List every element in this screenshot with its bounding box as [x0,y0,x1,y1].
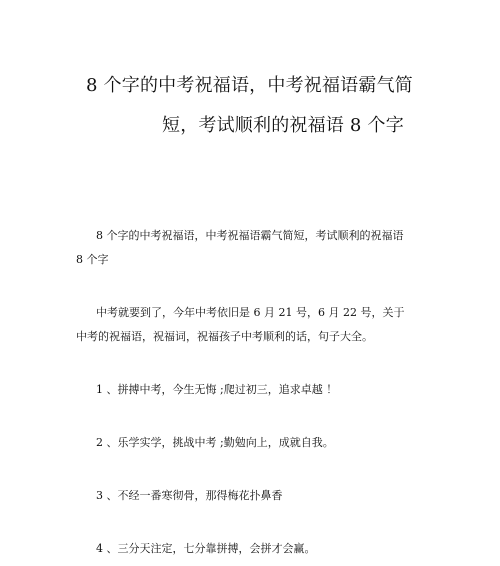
list-item: 1 、拼搏中考，今生无悔 ;爬过初三，追求卓越 ！ [96,383,338,396]
list-item: 2 、乐学实学，挑战中考 ;勤勉向上，成就自我。 [96,436,334,449]
intro-line-1: 8 个字的中考祝福语，中考祝福语霸气简短，考试顺利的祝福语 [96,229,404,242]
list-item: 3 、不经一番寒彻骨，那得梅花扑鼻香 [96,489,283,502]
list-item: 4 、三分天注定，七分靠拼搏，会拼才会赢。 [96,542,316,555]
body-line-1: 中考就要到了，今年中考依旧是 6 月 21 号，6 月 22 号，关于 [96,306,405,319]
page-title-line-1: 8 个字的中考祝福语，中考祝福语霸气简 [86,75,413,96]
body-line-2: 中考的祝福语，祝福词，祝福孩子中考顺利的话，句子大全。 [76,330,373,343]
page-title-line-2: 短，考试顺利的祝福语 8 个字 [162,115,404,136]
intro-line-2: 8 个字 [76,253,109,266]
